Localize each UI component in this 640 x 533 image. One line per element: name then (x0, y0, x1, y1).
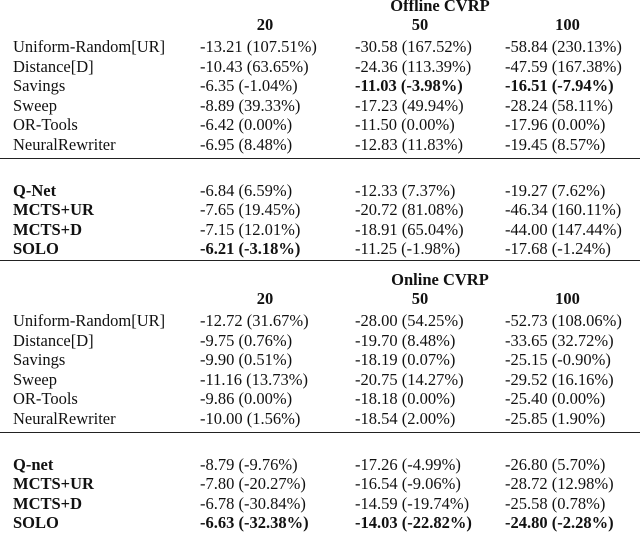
table-row (0, 474, 640, 494)
table-row (0, 57, 640, 77)
table-row (0, 311, 640, 331)
table-cell: -8.79 (-9.76%) (200, 454, 298, 474)
table-cell: -6.78 (-30.84%) (200, 493, 306, 513)
method-name: Distance[D] (13, 56, 94, 76)
method-name: MCTS+D (13, 219, 82, 239)
table-row (0, 135, 640, 155)
table-cell: -14.03 (-22.82%) (355, 513, 472, 533)
table-cell: -19.70 (8.48%) (355, 330, 456, 350)
method-name: NeuralRewriter (13, 409, 116, 428)
table-cell: -28.00 (54.25%) (355, 311, 464, 330)
table-row (0, 76, 640, 96)
table-cell: -9.75 (0.76%) (200, 330, 293, 350)
table-cell: -30.58 (167.52%) (355, 37, 472, 56)
table-cell: -7.15 (12.01%) (200, 219, 301, 239)
table-cell: -44.00 (147.44%) (505, 219, 622, 239)
table-cell: -28.24 (58.11%) (505, 95, 613, 115)
table-cell: -17.23 (49.94%) (355, 95, 464, 115)
table-cell: -29.52 (16.16%) (505, 369, 614, 389)
table-cell: -10.00 (1.56%) (200, 409, 301, 428)
table-title: Offline CVRP (390, 0, 490, 15)
column-header-100: 100 (555, 15, 580, 34)
table-cell: -12.33 (7.37%) (355, 180, 456, 200)
group-divider (0, 158, 640, 159)
method-name: MCTS+UR (13, 474, 94, 494)
column-header-20: 20 (256, 289, 274, 308)
table-cell: -6.63 (-32.38%) (200, 513, 309, 533)
table-row (0, 331, 640, 351)
table-row (0, 513, 640, 533)
table-cell: -18.18 (0.00%) (355, 389, 456, 409)
table-cell: -47.59 (167.38%) (505, 56, 622, 76)
method-name: Distance[D] (13, 330, 94, 350)
method-name: Sweep (13, 369, 57, 389)
table-cell: -10.43 (63.65%) (200, 56, 309, 76)
table-cell: -11.16 (13.73%) (200, 369, 308, 389)
table-cell: -6.84 (6.59%) (200, 180, 293, 200)
table-cell: -26.80 (5.70%) (505, 454, 606, 474)
table-cell: -12.83 (11.83%) (355, 135, 463, 154)
table-cell: -25.58 (0.78%) (505, 493, 606, 513)
table-cell: -14.59 (-19.74%) (355, 493, 470, 513)
table-row (0, 409, 640, 429)
method-name: OR-Tools (13, 115, 78, 135)
table-cell: -11.50 (0.00%) (355, 115, 455, 135)
table-cell: -6.42 (0.00%) (200, 115, 293, 135)
table-cell: -16.54 (-9.06%) (355, 474, 461, 494)
table-cell: -19.27 (7.62%) (505, 180, 606, 200)
table-row (0, 37, 640, 57)
table-cell: -20.75 (14.27%) (355, 369, 464, 389)
table-row (0, 455, 640, 475)
method-name: MCTS+UR (13, 200, 94, 220)
method-name: MCTS+D (13, 493, 82, 513)
table-row (0, 389, 640, 409)
method-name: SOLO (13, 513, 59, 533)
table-cell: -20.72 (81.08%) (355, 200, 464, 220)
table-cell: -17.68 (-1.24%) (505, 239, 611, 259)
table-cell: -25.85 (1.90%) (505, 409, 606, 428)
table-cell: -17.26 (-4.99%) (355, 454, 461, 474)
group-divider (0, 432, 640, 433)
table-row (0, 350, 640, 370)
table-cell: -12.72 (31.67%) (200, 311, 309, 330)
method-name: Uniform-Random[UR] (13, 311, 166, 330)
table-cell: -33.65 (32.72%) (505, 330, 614, 350)
table-title: Online CVRP (391, 270, 489, 289)
table-row (0, 494, 640, 514)
table-cell: -18.91 (65.04%) (355, 219, 464, 239)
method-name: OR-Tools (13, 389, 78, 409)
table-cell: -18.54 (2.00%) (355, 409, 456, 428)
table-cell: -19.45 (8.57%) (505, 135, 606, 154)
table-row (0, 115, 640, 135)
method-name: Q-Net (13, 180, 57, 200)
column-header-50: 50 (411, 289, 429, 308)
method-name: Sweep (13, 95, 57, 115)
table-cell: -6.21 (-3.18%) (200, 239, 301, 259)
table-row (0, 96, 640, 116)
table-row (0, 220, 640, 240)
column-header-100: 100 (555, 289, 580, 308)
table-cell: -6.95 (8.48%) (200, 135, 293, 154)
table-cell: -8.89 (39.33%) (200, 95, 301, 115)
method-name: SOLO (13, 239, 59, 259)
table-cell: -9.86 (0.00%) (200, 389, 293, 409)
section-divider (0, 260, 640, 261)
table-cell: -9.90 (0.51%) (200, 350, 293, 370)
table-cell: -52.73 (108.06%) (505, 311, 622, 330)
table-cell: -28.72 (12.98%) (505, 474, 614, 494)
table-cell: -18.19 (0.07%) (355, 350, 456, 370)
table-cell: -7.65 (19.45%) (200, 200, 301, 220)
table-cell: -46.34 (160.11%) (505, 200, 622, 220)
method-name: Uniform-Random[UR] (13, 37, 166, 56)
table-cell: -25.40 (0.00%) (505, 389, 606, 409)
table-cell: -25.15 (-0.90%) (505, 350, 611, 370)
column-header-20: 20 (256, 15, 274, 34)
table-cell: -7.80 (-20.27%) (200, 474, 306, 494)
method-name: Savings (13, 350, 66, 370)
column-header-50: 50 (411, 15, 429, 34)
table-cell: -17.96 (0.00%) (505, 115, 606, 135)
table-row (0, 370, 640, 390)
table-cell: -24.80 (-2.28%) (505, 513, 614, 533)
table-cell: -13.21 (107.51%) (200, 37, 317, 56)
table-cell: -16.51 (-7.94%) (505, 76, 614, 96)
method-name: Savings (13, 76, 66, 96)
table-row (0, 200, 640, 220)
method-name: Q-net (13, 454, 54, 474)
table-cell: -11.25 (-1.98%) (355, 239, 461, 259)
method-name: NeuralRewriter (13, 135, 116, 154)
table-cell: -6.35 (-1.04%) (200, 76, 298, 96)
table-cell: -11.03 (-3.98%) (355, 76, 463, 96)
table-cell: -58.84 (230.13%) (505, 37, 622, 56)
table-row (0, 181, 640, 201)
table-cell: -24.36 (113.39%) (355, 56, 472, 76)
table-row (0, 239, 640, 259)
